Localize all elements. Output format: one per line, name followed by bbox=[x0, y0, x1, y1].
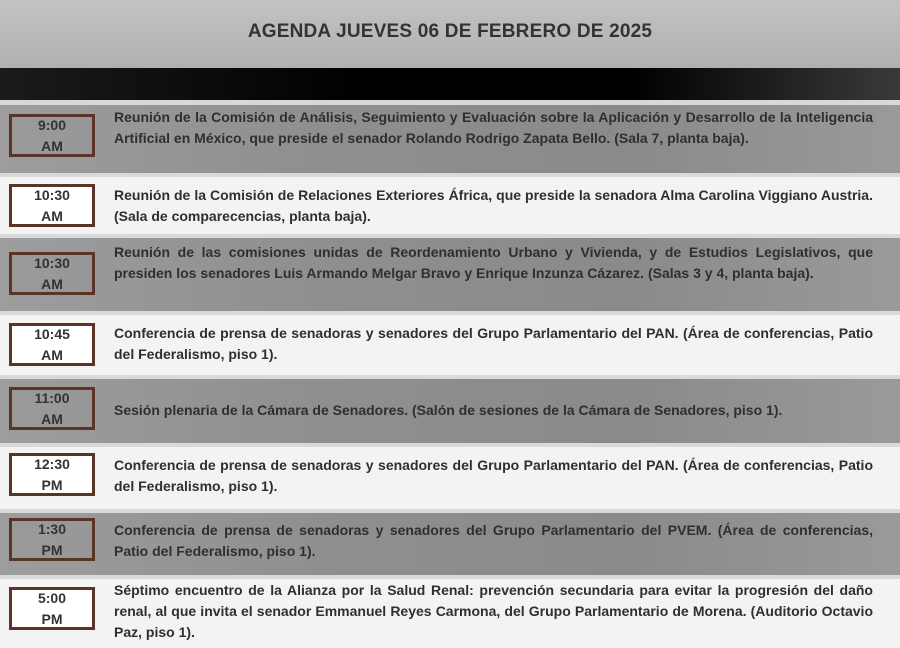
time-hour: 11:00 bbox=[34, 389, 70, 406]
agenda-item bbox=[0, 513, 900, 575]
event-description: Conferencia de prensa de senadoras y senadores del Grupo Parlamentario del PAN. (Área de conferencias, Patio del Federalismo, piso 1). bbox=[114, 325, 873, 362]
event-description: Reunión de la Comisión de Relaciones Exteriores África, que preside la senadora Alma Carolina Viggiano Austria. (Sala de comparecencias, planta baja). bbox=[114, 187, 873, 224]
agenda-item bbox=[0, 379, 900, 443]
event-description: Reunión de la Comisión de Análisis, Seguimiento y Evaluación sobre la Aplicación y Desarrollo de la Inteligencia Artificial en México, que preside el senador Rolando Rodrigo Zapata Bello. (Sala 7, planta baja). bbox=[114, 109, 873, 146]
agenda-item bbox=[0, 177, 900, 234]
agenda-item bbox=[0, 447, 900, 509]
header-divider-band bbox=[0, 68, 900, 100]
time-hour: 9:00 bbox=[37, 116, 67, 133]
time-hour: 5:00 bbox=[37, 589, 67, 606]
time-period: AM bbox=[41, 207, 63, 224]
agenda-item bbox=[0, 238, 900, 311]
time-hour: 10:30 bbox=[34, 254, 70, 271]
time-period: AM bbox=[41, 346, 63, 363]
time-box bbox=[9, 252, 95, 295]
event-description: Conferencia de prensa de senadoras y senadores del Grupo Parlamentario del PAN. (Área de conferencias, Patio del Federalismo, piso 1). bbox=[114, 457, 873, 494]
agenda-item bbox=[0, 579, 900, 648]
time-period: PM bbox=[41, 541, 63, 558]
time-period: AM bbox=[41, 410, 63, 427]
agenda-item bbox=[0, 315, 900, 375]
event-description: Reunión de las comisiones unidas de Reordenamiento Urbano y Vivienda, y de Estudios Legislativos, que presiden los senadores Luis Armando Melgar Bravo y Enrique Inzunza Cázarez. (Salas 3 y 4, planta baja). bbox=[114, 244, 873, 281]
time-box bbox=[9, 518, 95, 561]
time-box bbox=[9, 323, 95, 366]
time-hour: 12:30 bbox=[34, 455, 70, 472]
time-box bbox=[9, 587, 95, 630]
page-title: AGENDA JUEVES 06 DE FEBRERO DE 2025 bbox=[247, 21, 653, 42]
time-box bbox=[9, 114, 95, 157]
time-period: PM bbox=[41, 476, 63, 493]
time-box bbox=[9, 387, 95, 430]
time-box bbox=[9, 453, 95, 496]
event-description: Séptimo encuentro de la Alianza por la Salud Renal: prevención secundaria para evitar la progresión del daño renal, al que invita el senador Emmanuel Reyes Carmona, del Grupo Parlamentario de Morena. (Auditorio Octavio Paz, piso 1). bbox=[114, 582, 873, 640]
time-hour: 1:30 bbox=[37, 520, 67, 537]
agenda-header bbox=[0, 0, 900, 68]
time-period: AM bbox=[41, 275, 63, 292]
event-description: Conferencia de prensa de senadoras y senadores del Grupo Parlamentario del PVEM. (Área de conferencias, Patio del Federalismo, piso 1). bbox=[114, 522, 873, 559]
agenda-item bbox=[0, 105, 900, 173]
event-description: Sesión plenaria de la Cámara de Senadores. (Salón de sesiones de la Cámara de Senadores, piso 1). bbox=[114, 402, 783, 418]
time-box bbox=[9, 184, 95, 227]
time-hour: 10:30 bbox=[34, 186, 70, 203]
time-period: PM bbox=[41, 610, 63, 627]
time-hour: 10:45 bbox=[34, 325, 70, 342]
time-period: AM bbox=[41, 137, 63, 154]
